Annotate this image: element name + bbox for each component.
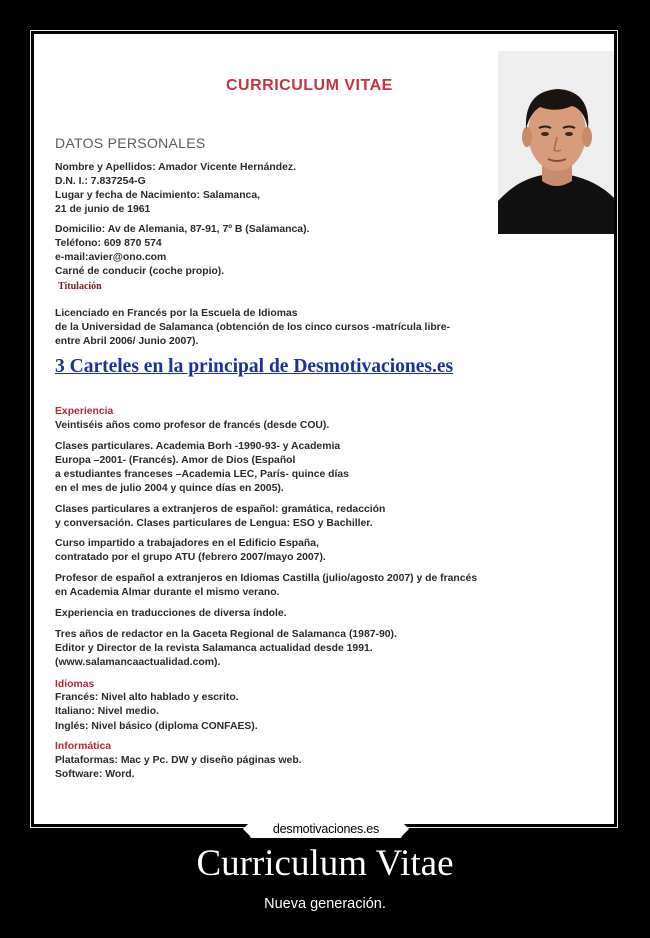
experiencia-line: Profesor de español a extranjeros en Idiomas Castilla (julio/agosto 2007) y de francés xyxy=(55,573,478,584)
poster-subtitle: Nueva generación. xyxy=(264,896,386,912)
experiencia-line: Europa –2001- (Francés). Amor de Dios (Español xyxy=(55,455,296,466)
personal-license: Carné de conducir (coche propio). xyxy=(55,266,225,277)
titulacion-line: entre Abril 2006/ Junio 2007). xyxy=(55,336,199,347)
experiencia-line: Curso impartido a trabajadores en el Edificio España, xyxy=(55,538,319,549)
personal-data-heading: DATOS PERSONALES xyxy=(55,135,206,151)
experiencia-line: en Academia Almar durante el mismo verano. xyxy=(55,587,280,598)
idiomas-line: Inglés: Nivel básico (diploma CONFAES). xyxy=(55,721,258,732)
idiomas-line: Italiano: Nivel medio. xyxy=(55,706,159,717)
idiomas-heading: Idiomas xyxy=(55,679,95,690)
personal-address: Domicilio: Av de Alemania, 87-91, 7º B (Salamanca). xyxy=(55,224,310,235)
poster-title: Curriculum Vitae xyxy=(196,843,454,884)
experiencia-line: Experiencia en traducciones de diversa índole. xyxy=(55,608,287,619)
cv-title: CURRICULUM VITAE xyxy=(226,77,393,94)
titulacion-line: de la Universidad de Salamanca (obtención de los cinco cursos -matrícula libre- xyxy=(55,322,450,333)
experiencia-line: (www.salamancaactualidad.com). xyxy=(55,657,221,668)
personal-birthplace: Lugar y fecha de Nacimiento: Salamanca, xyxy=(55,190,260,201)
personal-email: e-mail:avier@ono.com xyxy=(55,252,167,263)
personal-phone: Teléfono: 609 870 574 xyxy=(55,238,162,249)
titulacion-heading: Titulación xyxy=(58,281,102,292)
promo-link[interactable]: 3 Carteles en la principal de Desmotivaciones.es xyxy=(55,356,454,377)
personal-dni: D.N. I.: 7.837254-G xyxy=(55,176,146,187)
informatica-line: Plataformas: Mac y Pc. DW y diseño páginas web. xyxy=(55,755,302,766)
titulacion-line: Licenciado en Francés por la Escuela de Idiomas xyxy=(55,308,298,319)
idiomas-line: Francés: Nivel alto hablado y escrito. xyxy=(55,692,239,703)
experiencia-line: y conversación. Clases particulares de Lengua: ESO y Bachiller. xyxy=(55,518,373,529)
informatica-heading: Informática xyxy=(55,741,112,752)
experiencia-line: en el mes de julio 2004 y quince días en 2005). xyxy=(55,483,284,494)
experiencia-line: Tres años de redactor en la Gaceta Regional de Salamanca (1987-90). xyxy=(55,629,397,640)
experiencia-line: a estudiantes franceses –Academia LEC, París- quince días xyxy=(55,469,349,480)
cv-document xyxy=(34,34,614,824)
experiencia-line: contratado por el grupo ATU (febrero 2007/mayo 2007). xyxy=(55,552,326,563)
watermark-tail-left xyxy=(243,822,250,836)
portrait-photo xyxy=(498,51,614,234)
watermark-tail-right xyxy=(402,822,409,836)
experiencia-line: Editor y Director de la revista Salamanca actualidad desde 1991. xyxy=(55,643,373,654)
experiencia-line: Clases particulares. Academia Borh -1990-93- y Academia xyxy=(55,441,341,452)
informatica-line: Software: Word. xyxy=(55,769,135,780)
experiencia-line: Clases particulares a extranjeros de español: gramática, redacción xyxy=(55,504,386,515)
watermark-label: desmotivaciones.es xyxy=(250,820,402,838)
personal-name: Nombre y Apellidos: Amador Vicente Hernández. xyxy=(55,162,296,173)
experiencia-heading: Experiencia xyxy=(55,406,114,417)
experiencia-line: Veintiséis años como profesor de francés (desde COU). xyxy=(55,420,330,431)
portrait-image xyxy=(498,51,614,234)
personal-birthdate: 21 de junio de 1961 xyxy=(55,204,151,215)
